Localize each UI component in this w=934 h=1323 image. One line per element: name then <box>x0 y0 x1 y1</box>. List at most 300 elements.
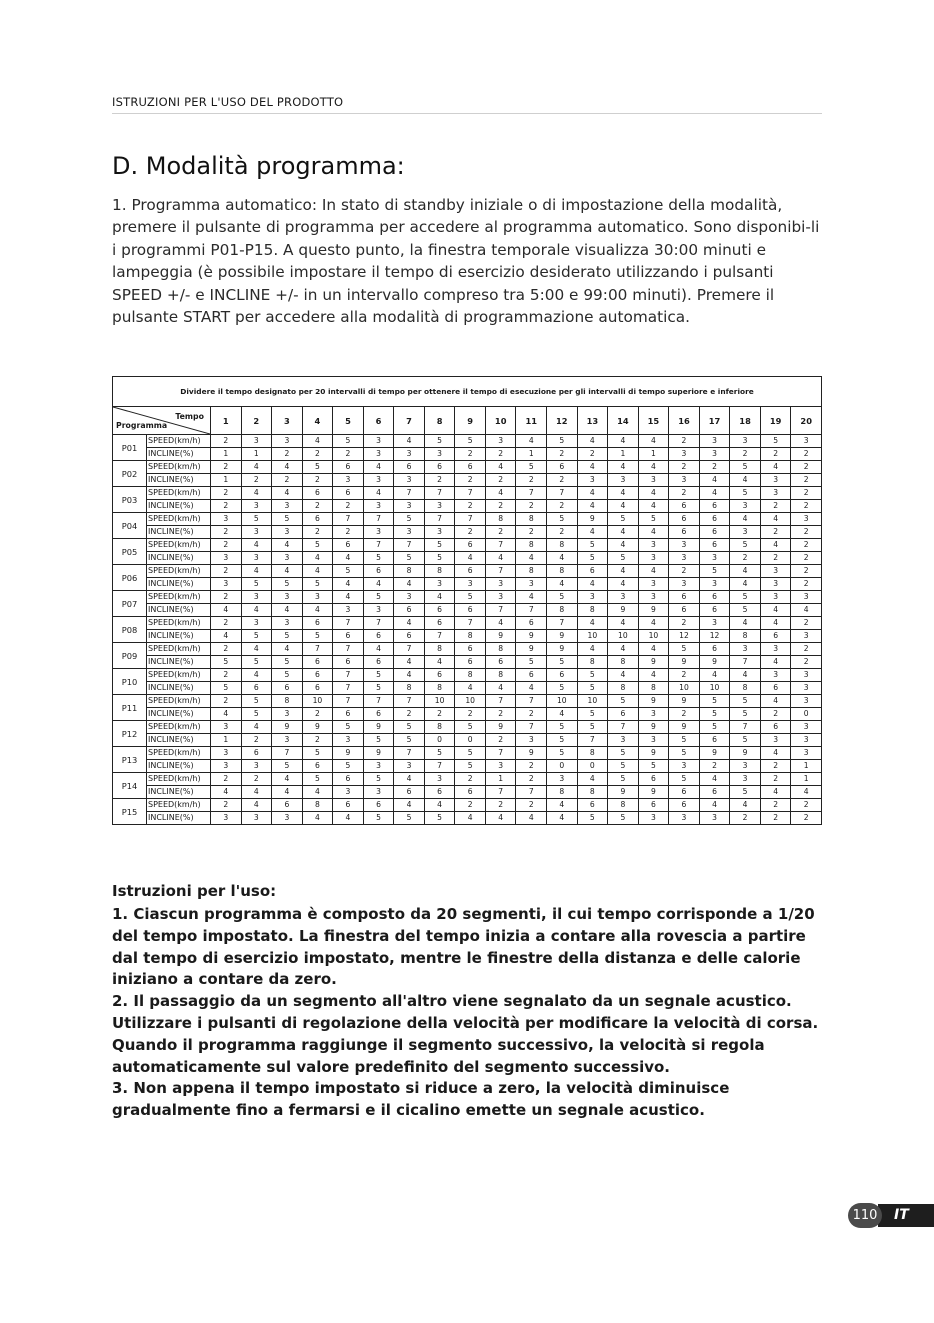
speed-value-cell: 3 <box>638 539 669 552</box>
speed-value-cell: 5 <box>333 565 364 578</box>
incline-value-cell: 3 <box>272 812 303 825</box>
speed-value-cell: 5 <box>699 721 730 734</box>
incline-value-cell: 5 <box>363 734 394 747</box>
incline-value-cell: 9 <box>638 604 669 617</box>
speed-value-cell: 6 <box>699 539 730 552</box>
column-header: 10 <box>485 407 516 435</box>
program-name-cell: P08 <box>113 617 147 643</box>
speed-value-cell: 5 <box>302 461 333 474</box>
table-row <box>113 747 822 760</box>
column-header: 3 <box>272 407 303 435</box>
usage-list <box>112 904 837 1122</box>
incline-value-cell: 8 <box>547 786 578 799</box>
speed-value-cell: 6 <box>547 461 578 474</box>
speed-value-cell: 7 <box>516 487 547 500</box>
speed-value-cell: 3 <box>638 591 669 604</box>
speed-value-cell: 3 <box>791 513 822 526</box>
incline-label-cell: INCLINE(%) <box>147 552 211 565</box>
speed-value-cell: 4 <box>424 591 455 604</box>
speed-value-cell: 4 <box>241 721 272 734</box>
incline-value-cell: 4 <box>608 500 639 513</box>
speed-value-cell: 4 <box>241 799 272 812</box>
speed-value-cell: 5 <box>577 539 608 552</box>
program-name-cell: P01 <box>113 435 147 461</box>
program-name-cell: P07 <box>113 591 147 617</box>
speed-value-cell: 1 <box>485 773 516 786</box>
speed-value-cell: 6 <box>699 591 730 604</box>
incline-value-cell: 3 <box>669 760 700 773</box>
incline-value-cell: 6 <box>424 786 455 799</box>
table-row <box>113 565 822 578</box>
incline-value-cell: 3 <box>760 474 791 487</box>
speed-value-cell: 4 <box>608 539 639 552</box>
incline-value-cell: 5 <box>730 708 761 721</box>
speed-value-cell: 4 <box>608 461 639 474</box>
table-body <box>113 435 822 825</box>
speed-value-cell: 8 <box>516 539 547 552</box>
incline-value-cell: 3 <box>333 474 364 487</box>
speed-value-cell: 5 <box>669 643 700 656</box>
speed-value-cell: 4 <box>699 487 730 500</box>
incline-value-cell: 6 <box>394 630 425 643</box>
incline-value-cell: 1 <box>608 448 639 461</box>
speed-value-cell: 3 <box>791 721 822 734</box>
table-caption: Dividere il tempo designato per 20 intervalli di tempo per ottenere il tempo di esecuzione per gli intervalli di tempo superiore e inferiore <box>113 377 822 407</box>
incline-value-cell: 2 <box>791 578 822 591</box>
incline-value-cell: 4 <box>638 500 669 513</box>
speed-value-cell: 2 <box>211 617 242 630</box>
table-row <box>113 695 822 708</box>
incline-value-cell: 4 <box>424 656 455 669</box>
speed-value-cell: 3 <box>760 565 791 578</box>
speed-value-cell: 9 <box>363 721 394 734</box>
incline-label-cell: INCLINE(%) <box>147 786 211 799</box>
speed-value-cell: 7 <box>516 695 547 708</box>
incline-value-cell: 3 <box>241 552 272 565</box>
usage-item: 1. Ciascun programma è composto da 20 segmenti, il cui tempo corrisponde a 1/20 del tempo impostato. La finestra del tempo inizia a contare alla rovescia a partire dal tempo di esercizio impostato, mentre le finestre della distanza e delle calorie iniziano a contare da zero. <box>112 905 815 989</box>
incline-value-cell: 2 <box>547 448 578 461</box>
incline-value-cell: 4 <box>302 812 333 825</box>
incline-value-cell: 2 <box>241 474 272 487</box>
incline-value-cell: 3 <box>272 734 303 747</box>
incline-value-cell: 9 <box>608 786 639 799</box>
incline-value-cell: 2 <box>485 448 516 461</box>
speed-value-cell: 3 <box>485 591 516 604</box>
incline-value-cell: 5 <box>730 786 761 799</box>
incline-value-cell: 4 <box>608 578 639 591</box>
incline-value-cell: 6 <box>363 630 394 643</box>
table-corner-cell <box>113 407 211 435</box>
program-name-cell: P14 <box>113 773 147 799</box>
column-header: 6 <box>363 407 394 435</box>
speed-value-cell: 7 <box>455 617 486 630</box>
incline-value-cell: 9 <box>516 630 547 643</box>
incline-value-cell: 2 <box>241 734 272 747</box>
column-header: 7 <box>394 407 425 435</box>
speed-value-cell: 6 <box>302 513 333 526</box>
speed-value-cell: 4 <box>577 435 608 448</box>
incline-value-cell: 4 <box>211 708 242 721</box>
speed-value-cell: 7 <box>608 721 639 734</box>
column-header: 5 <box>333 407 364 435</box>
speed-value-cell: 10 <box>302 695 333 708</box>
incline-value-cell: 3 <box>272 526 303 539</box>
speed-value-cell: 3 <box>547 773 578 786</box>
speed-value-cell: 4 <box>363 643 394 656</box>
speed-value-cell: 2 <box>669 461 700 474</box>
incline-value-cell: 4 <box>455 812 486 825</box>
speed-value-cell: 9 <box>363 747 394 760</box>
incline-value-cell: 3 <box>424 500 455 513</box>
program-name-cell: P04 <box>113 513 147 539</box>
speed-value-cell: 6 <box>424 617 455 630</box>
incline-value-cell: 3 <box>363 786 394 799</box>
speed-value-cell: 5 <box>730 539 761 552</box>
speed-value-cell: 6 <box>333 539 364 552</box>
speed-value-cell: 2 <box>669 565 700 578</box>
incline-value-cell: 0 <box>455 734 486 747</box>
table-header-row <box>113 407 822 435</box>
incline-value-cell: 2 <box>485 708 516 721</box>
incline-value-cell: 2 <box>730 812 761 825</box>
speed-value-cell: 5 <box>333 435 364 448</box>
speed-value-cell: 6 <box>363 565 394 578</box>
speed-value-cell: 6 <box>455 643 486 656</box>
incline-value-cell: 7 <box>424 630 455 643</box>
incline-value-cell: 6 <box>455 656 486 669</box>
speed-value-cell: 3 <box>241 435 272 448</box>
incline-value-cell: 2 <box>791 552 822 565</box>
speed-value-cell: 5 <box>669 773 700 786</box>
speed-value-cell: 5 <box>669 747 700 760</box>
speed-value-cell: 5 <box>241 513 272 526</box>
speed-value-cell: 5 <box>608 513 639 526</box>
usage-item: 2. Il passaggio da un segmento all'altro viene segnalato da un segnale acustico. Utilizzare i pulsanti di regolazione della velocità per modificare la velocità di corsa. Quando il programma raggiunge il segmento successivo, la velocità si regola automaticamente sul valore predefinito del segmento successivo. <box>112 992 819 1076</box>
speed-value-cell: 8 <box>485 643 516 656</box>
table-row <box>113 630 822 643</box>
table-row <box>113 487 822 500</box>
speed-value-cell: 2 <box>699 461 730 474</box>
speed-value-cell: 5 <box>302 539 333 552</box>
speed-value-cell: 5 <box>547 513 578 526</box>
incline-value-cell: 2 <box>455 526 486 539</box>
speed-value-cell: 4 <box>577 773 608 786</box>
incline-value-cell: 2 <box>424 708 455 721</box>
speed-value-cell: 4 <box>730 565 761 578</box>
speed-value-cell: 9 <box>669 695 700 708</box>
speed-value-cell: 9 <box>516 643 547 656</box>
table-row <box>113 734 822 747</box>
column-header: 9 <box>455 407 486 435</box>
speed-value-cell: 4 <box>241 669 272 682</box>
incline-value-cell: 2 <box>455 708 486 721</box>
speed-value-cell: 4 <box>241 565 272 578</box>
speed-value-cell: 2 <box>516 773 547 786</box>
incline-value-cell: 9 <box>699 656 730 669</box>
incline-value-cell: 4 <box>577 526 608 539</box>
speed-value-cell: 3 <box>211 721 242 734</box>
speed-value-cell: 4 <box>608 669 639 682</box>
speed-value-cell: 2 <box>211 643 242 656</box>
incline-value-cell: 2 <box>302 448 333 461</box>
incline-value-cell: 6 <box>699 526 730 539</box>
incline-label-cell: INCLINE(%) <box>147 656 211 669</box>
incline-value-cell: 3 <box>516 734 547 747</box>
table-row <box>113 474 822 487</box>
speed-value-cell: 2 <box>485 799 516 812</box>
incline-value-cell: 3 <box>272 552 303 565</box>
incline-value-cell: 2 <box>516 760 547 773</box>
speed-value-cell: 10 <box>455 695 486 708</box>
speed-value-cell: 2 <box>211 591 242 604</box>
speed-value-cell: 5 <box>577 721 608 734</box>
speed-value-cell: 6 <box>577 565 608 578</box>
incline-value-cell: 3 <box>394 760 425 773</box>
speed-value-cell: 4 <box>638 643 669 656</box>
column-header: 16 <box>669 407 700 435</box>
incline-value-cell: 3 <box>608 474 639 487</box>
document-header: ISTRUZIONI PER L'USO DEL PRODOTTO <box>112 95 344 109</box>
incline-value-cell: 6 <box>699 786 730 799</box>
speed-value-cell: 4 <box>760 747 791 760</box>
speed-value-cell: 7 <box>333 695 364 708</box>
incline-value-cell: 3 <box>669 578 700 591</box>
incline-value-cell: 2 <box>302 526 333 539</box>
incline-value-cell: 5 <box>363 552 394 565</box>
speed-value-cell: 4 <box>547 799 578 812</box>
speed-value-cell: 7 <box>485 747 516 760</box>
speed-value-cell: 9 <box>638 721 669 734</box>
speed-value-cell: 2 <box>211 669 242 682</box>
incline-value-cell: 4 <box>730 578 761 591</box>
incline-value-cell: 2 <box>791 500 822 513</box>
incline-value-cell: 4 <box>333 578 364 591</box>
speed-value-cell: 5 <box>760 435 791 448</box>
incline-value-cell: 2 <box>516 500 547 513</box>
incline-value-cell: 5 <box>608 760 639 773</box>
column-header: 11 <box>516 407 547 435</box>
incline-value-cell: 4 <box>241 604 272 617</box>
speed-value-cell: 2 <box>669 669 700 682</box>
incline-value-cell: 9 <box>547 630 578 643</box>
incline-value-cell: 3 <box>394 448 425 461</box>
speed-value-cell: 5 <box>608 747 639 760</box>
speed-label-cell: SPEED(km/h) <box>147 799 211 812</box>
speed-value-cell: 3 <box>241 591 272 604</box>
speed-value-cell: 8 <box>302 799 333 812</box>
speed-value-cell: 2 <box>211 799 242 812</box>
incline-value-cell: 4 <box>333 552 364 565</box>
incline-value-cell: 3 <box>394 526 425 539</box>
incline-value-cell: 6 <box>455 604 486 617</box>
incline-value-cell: 6 <box>669 786 700 799</box>
table-row <box>113 721 822 734</box>
speed-value-cell: 4 <box>272 461 303 474</box>
incline-value-cell: 0 <box>424 734 455 747</box>
incline-value-cell: 3 <box>516 578 547 591</box>
speed-value-cell: 4 <box>241 643 272 656</box>
corner-label-tempo: Tempo <box>175 412 204 421</box>
incline-value-cell: 3 <box>638 474 669 487</box>
incline-value-cell: 2 <box>455 448 486 461</box>
speed-value-cell: 3 <box>760 643 791 656</box>
incline-value-cell: 4 <box>485 552 516 565</box>
incline-value-cell: 9 <box>485 630 516 643</box>
program-name-cell: P02 <box>113 461 147 487</box>
usage-item: 3. Non appena il tempo impostato si riduce a zero, la velocità diminuisce gradualmente fino a fermarsi e il cicalino emette un segnale acustico. <box>112 1079 730 1120</box>
incline-value-cell: 8 <box>608 682 639 695</box>
speed-value-cell: 5 <box>455 591 486 604</box>
incline-value-cell: 6 <box>669 604 700 617</box>
incline-value-cell: 3 <box>394 474 425 487</box>
incline-value-cell: 2 <box>455 500 486 513</box>
speed-value-cell: 4 <box>272 565 303 578</box>
speed-value-cell: 2 <box>211 487 242 500</box>
incline-value-cell: 4 <box>608 526 639 539</box>
incline-value-cell: 10 <box>608 630 639 643</box>
incline-value-cell: 6 <box>333 630 364 643</box>
speed-label-cell: SPEED(km/h) <box>147 513 211 526</box>
incline-value-cell: 4 <box>302 552 333 565</box>
speed-value-cell: 4 <box>608 487 639 500</box>
speed-value-cell: 9 <box>302 721 333 734</box>
incline-value-cell: 3 <box>699 578 730 591</box>
speed-value-cell: 6 <box>455 565 486 578</box>
incline-value-cell: 3 <box>608 734 639 747</box>
incline-value-cell: 5 <box>241 708 272 721</box>
table-row <box>113 812 822 825</box>
incline-label-cell: INCLINE(%) <box>147 812 211 825</box>
speed-value-cell: 7 <box>272 747 303 760</box>
speed-value-cell: 6 <box>699 513 730 526</box>
incline-value-cell: 6 <box>669 500 700 513</box>
speed-value-cell: 7 <box>363 539 394 552</box>
incline-value-cell: 2 <box>516 708 547 721</box>
speed-value-cell: 4 <box>241 539 272 552</box>
incline-value-cell: 4 <box>547 578 578 591</box>
incline-value-cell: 3 <box>241 812 272 825</box>
table-row <box>113 604 822 617</box>
incline-value-cell: 4 <box>485 682 516 695</box>
incline-value-cell: 7 <box>730 656 761 669</box>
speed-value-cell: 7 <box>485 539 516 552</box>
incline-value-cell: 6 <box>669 526 700 539</box>
incline-value-cell: 4 <box>394 656 425 669</box>
incline-value-cell: 4 <box>547 552 578 565</box>
incline-value-cell: 7 <box>333 682 364 695</box>
incline-value-cell: 4 <box>516 552 547 565</box>
speed-value-cell: 8 <box>424 565 455 578</box>
speed-value-cell: 4 <box>363 461 394 474</box>
incline-value-cell: 2 <box>302 708 333 721</box>
incline-value-cell: 4 <box>455 552 486 565</box>
speed-value-cell: 5 <box>424 435 455 448</box>
incline-value-cell: 2 <box>577 448 608 461</box>
speed-value-cell: 5 <box>272 513 303 526</box>
incline-value-cell: 5 <box>547 734 578 747</box>
incline-value-cell: 3 <box>211 760 242 773</box>
incline-value-cell: 5 <box>272 630 303 643</box>
speed-value-cell: 7 <box>485 565 516 578</box>
incline-value-cell: 4 <box>485 812 516 825</box>
incline-value-cell: 5 <box>608 812 639 825</box>
speed-value-cell: 2 <box>791 487 822 500</box>
speed-value-cell: 4 <box>272 539 303 552</box>
speed-label-cell: SPEED(km/h) <box>147 643 211 656</box>
program-name-cell: P12 <box>113 721 147 747</box>
speed-value-cell: 8 <box>547 539 578 552</box>
incline-value-cell: 2 <box>791 448 822 461</box>
speed-value-cell: 3 <box>730 435 761 448</box>
incline-value-cell: 2 <box>547 500 578 513</box>
incline-value-cell: 7 <box>516 604 547 617</box>
program-name-cell: P03 <box>113 487 147 513</box>
speed-value-cell: 3 <box>791 695 822 708</box>
speed-value-cell: 5 <box>638 513 669 526</box>
speed-value-cell: 5 <box>730 487 761 500</box>
incline-value-cell: 5 <box>363 682 394 695</box>
incline-value-cell: 2 <box>730 552 761 565</box>
incline-value-cell: 4 <box>302 604 333 617</box>
incline-value-cell: 3 <box>333 734 364 747</box>
incline-value-cell: 5 <box>699 708 730 721</box>
incline-label-cell: INCLINE(%) <box>147 682 211 695</box>
incline-value-cell: 5 <box>302 630 333 643</box>
incline-value-cell: 3 <box>211 812 242 825</box>
speed-label-cell: SPEED(km/h) <box>147 773 211 786</box>
table-row <box>113 643 822 656</box>
incline-value-cell: 6 <box>424 604 455 617</box>
speed-value-cell: 9 <box>516 747 547 760</box>
incline-value-cell: 6 <box>455 786 486 799</box>
incline-value-cell: 1 <box>211 734 242 747</box>
table-row <box>113 448 822 461</box>
incline-value-cell: 3 <box>333 604 364 617</box>
table-row <box>113 513 822 526</box>
incline-value-cell: 2 <box>730 448 761 461</box>
speed-value-cell: 6 <box>547 669 578 682</box>
speed-value-cell: 4 <box>302 565 333 578</box>
incline-value-cell: 10 <box>577 630 608 643</box>
column-header: 15 <box>638 407 669 435</box>
speed-value-cell: 8 <box>272 695 303 708</box>
speed-value-cell: 4 <box>638 617 669 630</box>
incline-value-cell: 3 <box>730 760 761 773</box>
speed-value-cell: 3 <box>730 643 761 656</box>
speed-value-cell: 5 <box>547 591 578 604</box>
speed-value-cell: 7 <box>333 643 364 656</box>
speed-value-cell: 8 <box>485 669 516 682</box>
incline-value-cell: 2 <box>516 526 547 539</box>
speed-value-cell: 8 <box>424 721 455 734</box>
incline-label-cell: INCLINE(%) <box>147 500 211 513</box>
incline-value-cell: 9 <box>638 786 669 799</box>
incline-value-cell: 7 <box>424 760 455 773</box>
incline-value-cell: 5 <box>394 552 425 565</box>
incline-value-cell: 3 <box>638 708 669 721</box>
table-row <box>113 552 822 565</box>
speed-value-cell: 5 <box>730 591 761 604</box>
program-name-cell: P05 <box>113 539 147 565</box>
incline-value-cell: 5 <box>333 760 364 773</box>
incline-value-cell: 8 <box>577 604 608 617</box>
incline-value-cell: 3 <box>363 500 394 513</box>
incline-value-cell: 2 <box>485 526 516 539</box>
speed-value-cell: 6 <box>516 617 547 630</box>
incline-value-cell: 10 <box>669 682 700 695</box>
speed-value-cell: 4 <box>424 799 455 812</box>
incline-value-cell: 8 <box>608 656 639 669</box>
